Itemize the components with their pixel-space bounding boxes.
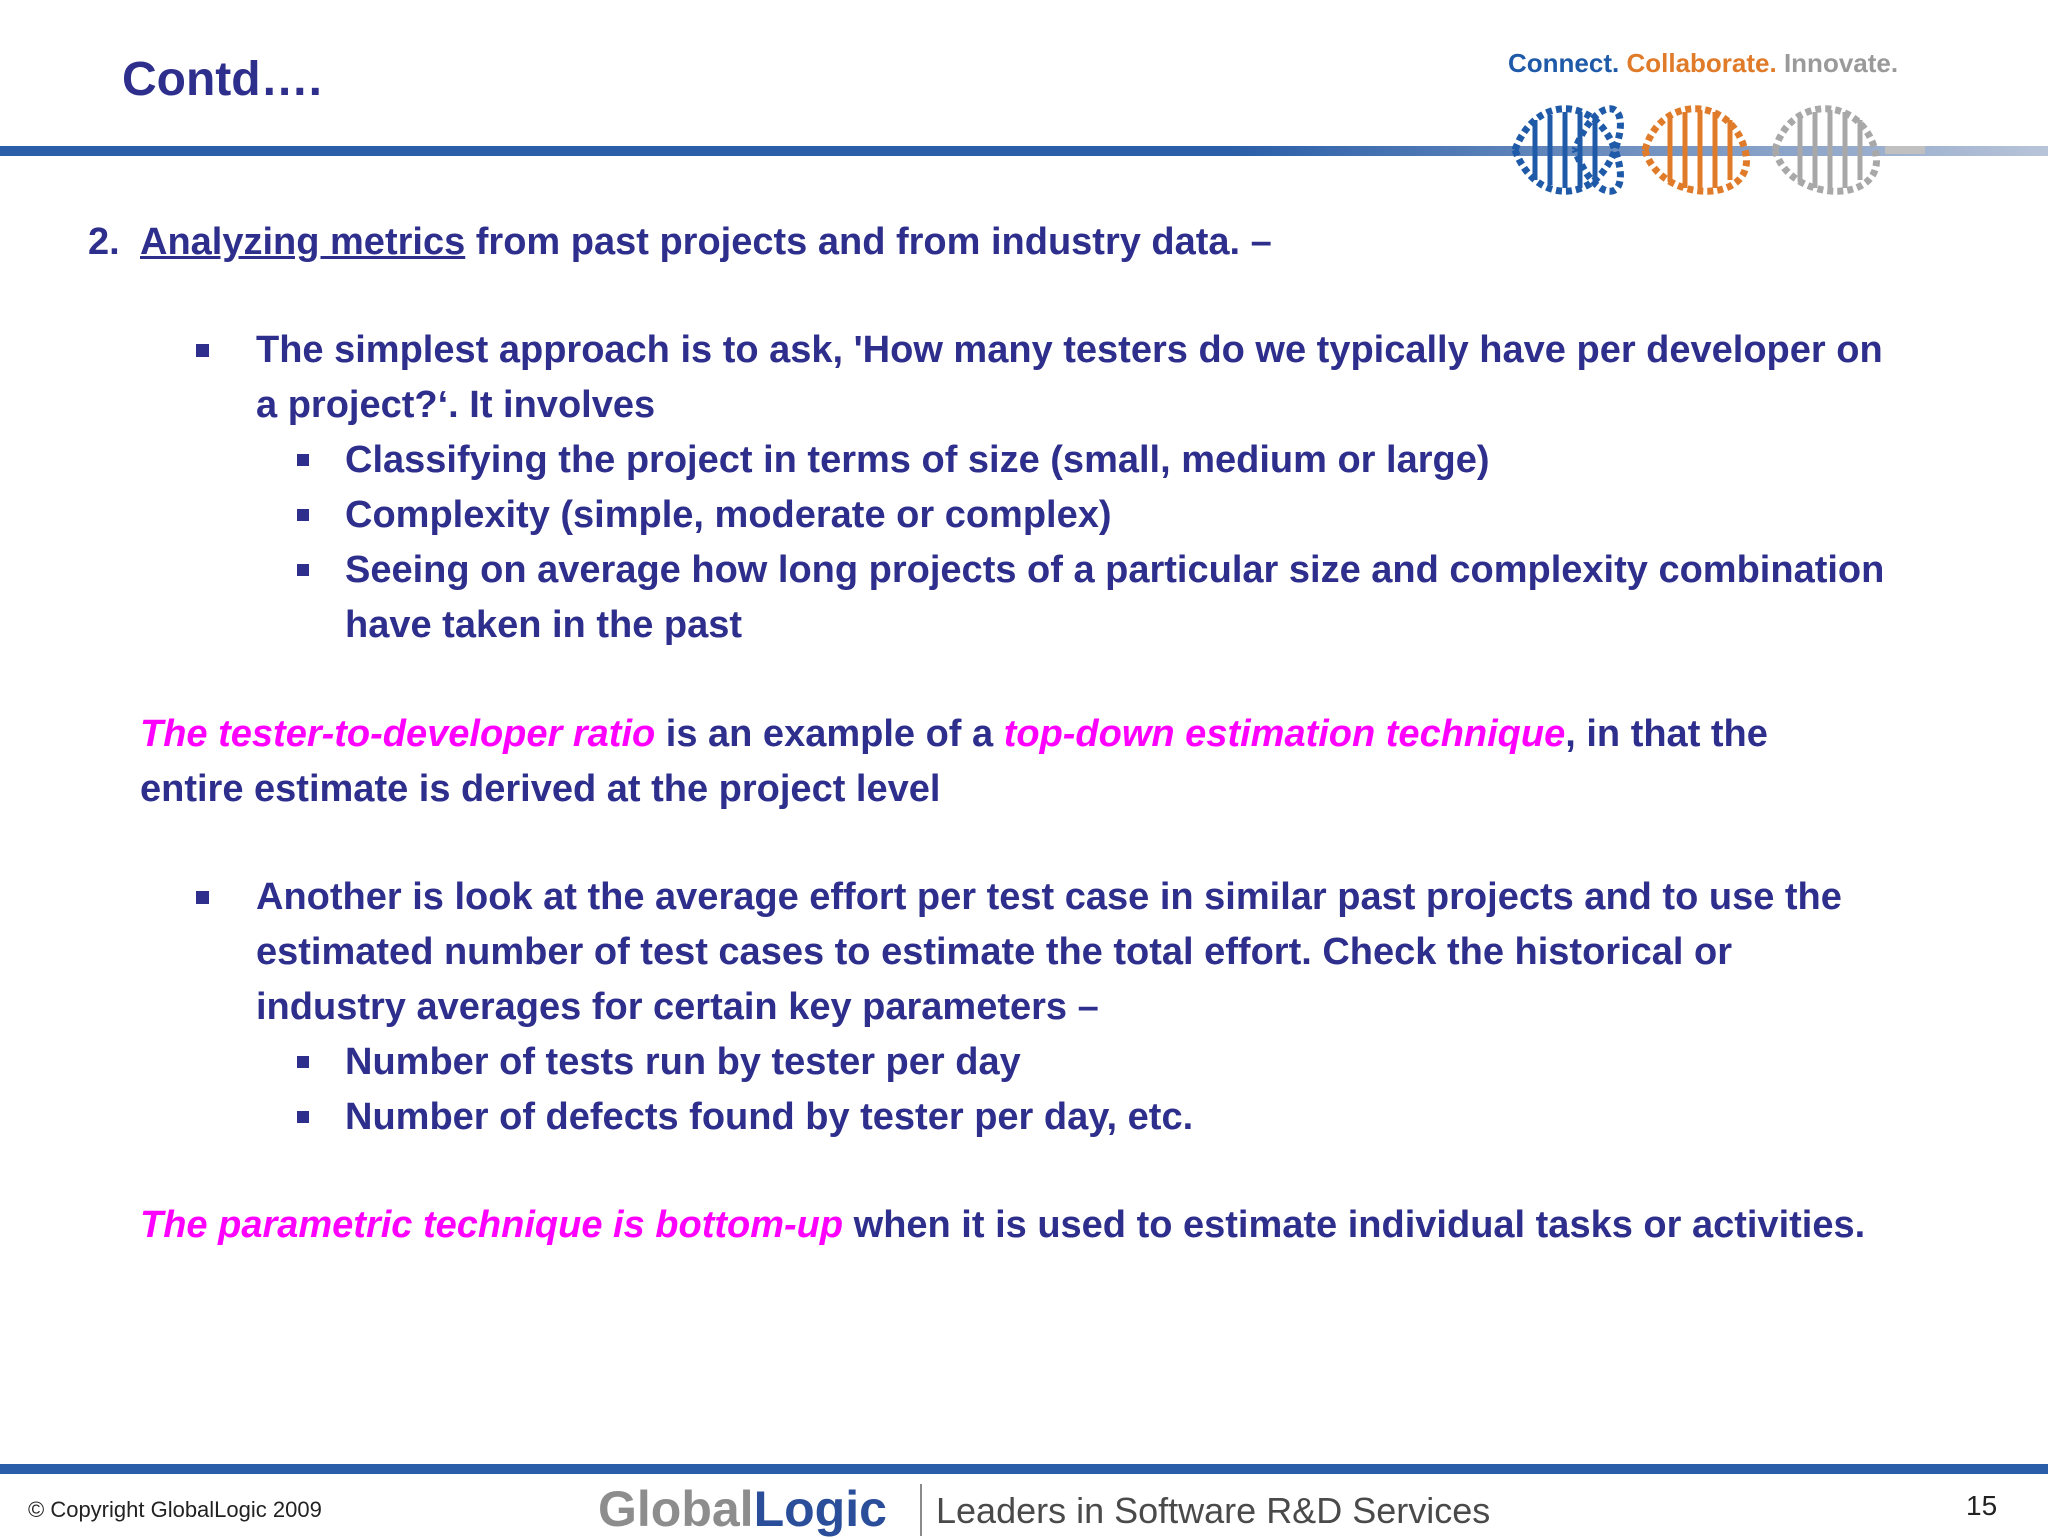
item-heading-rest: from past projects and from industry data. – bbox=[465, 221, 1272, 263]
page-number: 15 bbox=[1966, 1490, 1998, 1521]
sub-bullet-marker bbox=[297, 454, 309, 466]
sub-bullet-marker bbox=[297, 509, 309, 521]
note-top-down bbox=[140, 713, 1768, 756]
logo-logic: Logic bbox=[753, 1481, 887, 1537]
slide-title: Contd…. bbox=[122, 53, 322, 106]
note-parametric-emphasis: The parametric technique is bottom-up bbox=[140, 1204, 844, 1246]
note-top-down-end: , in that the bbox=[1565, 713, 1768, 755]
item-heading bbox=[140, 221, 1272, 264]
bullet-marker bbox=[196, 344, 209, 357]
note-top-down-emphasis-1: The tester-to-developer ratio bbox=[140, 713, 656, 755]
sub-bullet-marker bbox=[297, 1111, 309, 1123]
bullet1-line2: a project?‘. It involves bbox=[256, 384, 656, 426]
sub-bullet-3-line2: have taken in the past bbox=[345, 604, 743, 646]
bullet2-line1: Another is look at the average effort per test case in similar past projects and to use the bbox=[256, 876, 1842, 918]
sub-bullet-3-line1: Seeing on average how long projects of a particular size and complexity combination bbox=[345, 549, 1885, 591]
list-item-number: 2. bbox=[88, 221, 120, 263]
bullet-marker bbox=[196, 891, 209, 904]
footer-rule bbox=[0, 1464, 2048, 1474]
note-parametric-rest: when it is used to estimate individual tasks or activities. bbox=[843, 1204, 1866, 1246]
bullet2-line2: estimated number of test cases to estimate the total effort. Check the historical or bbox=[256, 931, 1733, 973]
logo-divider bbox=[920, 1484, 922, 1536]
copyright-text: © Copyright GlobalLogic 2009 bbox=[28, 1497, 322, 1522]
note-top-down-mid: is an example of a bbox=[655, 713, 1004, 755]
logo-global: Global bbox=[598, 1481, 754, 1537]
note-parametric bbox=[140, 1204, 1865, 1247]
tagline bbox=[1508, 48, 1898, 79]
sub-bullet-marker bbox=[297, 1056, 309, 1068]
note-top-down-emphasis-2: top-down estimation technique bbox=[1003, 713, 1566, 755]
sub-bullet-4: Number of tests run by tester per day bbox=[345, 1041, 1021, 1083]
bullet2-line3: industry averages for certain key parameters – bbox=[256, 986, 1099, 1028]
brand-tagline: Leaders in Software R&D Services bbox=[936, 1490, 1491, 1531]
globallogic-logo bbox=[598, 1480, 887, 1538]
tagline-innovate: Innovate. bbox=[1783, 48, 1899, 78]
sub-bullet-1: Classifying the project in terms of size (small, medium or large) bbox=[345, 439, 1490, 481]
dna-helix-logo bbox=[1505, 90, 1925, 210]
tagline-connect: Connect. bbox=[1508, 48, 1620, 78]
tagline-collaborate: Collaborate. bbox=[1626, 48, 1777, 78]
sub-bullet-2: Complexity (simple, moderate or complex) bbox=[345, 494, 1112, 536]
item-heading-underlined: Analyzing metrics bbox=[140, 221, 466, 263]
sub-bullet-marker bbox=[297, 564, 309, 576]
bullet1-line1: The simplest approach is to ask, 'How many testers do we typically have per developer on bbox=[256, 329, 1883, 371]
sub-bullet-5: Number of defects found by tester per day, etc. bbox=[345, 1096, 1194, 1138]
note-top-down-line2: entire estimate is derived at the project level bbox=[140, 768, 941, 810]
